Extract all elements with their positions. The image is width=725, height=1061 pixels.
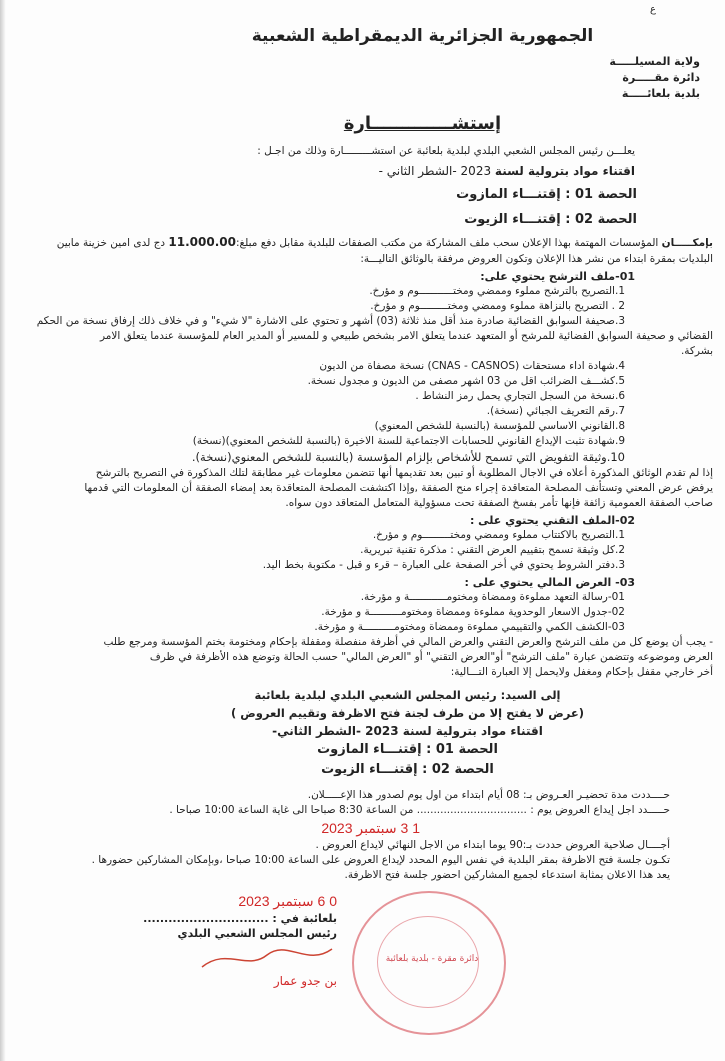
section1-item: 3.صحيفة السوابق القضائية صادرة منذ أقل منذ ثلاثة (03) أشهر و تحتوي على الاشارة "لا شيء" و في خلاف ذلك إرفاق نسخة من الحكم <box>36 315 625 327</box>
document-title: إستشـــــــــــــارة <box>343 113 502 134</box>
section1-item: 10.وثيقة التفويض التي تسمح للأشخاص بإلزام المؤسسة (بالنسبة للشخص المعنوي(نسخة). <box>191 450 625 464</box>
withdrawal-line-2: البلديات بمقرة ابتداء من نشر هذا الإعلان وتكون العروض مرفقة بالوثائق التاليـــة: <box>360 253 713 265</box>
signature-area <box>12 891 713 1041</box>
lot-1-label: الحصة 01 : <box>565 187 637 202</box>
section2-item: 1.التصريح بالاكتتاب مملوء وممضي ومختـــــــــوم و مؤرخ. <box>372 529 625 541</box>
section1-item: 1.التصريح بالترشح مملوء وممضي ومختـــــــــــوم و مؤرخ. <box>369 285 625 297</box>
lot-2-label: الحصة 02 : <box>565 212 637 227</box>
term-opening: تكـون جلسة فتح الاظرفة بمقر البلدية في نفس اليوم المحدد لإيداع العروض على الساعة 10:00 صباحا ،وبإمكان المشاركين حضورها . <box>91 854 670 866</box>
issue-date-stamp: 0 6 سبتمبر 2023 <box>238 893 337 909</box>
republic-title: الجمهورية الجزائرية الديمقراطية الشعبية <box>251 26 594 46</box>
signature-place: بلعائبة في : .............................. <box>143 912 337 925</box>
withdrawal-text: المؤسسات المهتمة بهذا الإعلان سحب ملف المشاركة من مكتب الصفقات للبلدية مقابل دفع مبلغ: <box>236 237 659 249</box>
intro-line: يعلـــن رئيس المجلس الشعبي البلدي لبلدية بلعائبة عن استشـــــــــارة وذلك من اجـل : <box>257 145 635 157</box>
subject-rest: -الشطر الثاني - <box>378 164 457 178</box>
section3-item: 01-رسالة التعهد مملوءة وممضاة ومختومــــــــــــة و مؤرخة. <box>360 591 625 603</box>
envelope-subject: اقتناء مواد بترولية لسنة 2023 -الشطر الثاني- <box>272 724 543 738</box>
withdrawal-amount: 11.000.00 <box>168 235 236 249</box>
subject-bold: اقتناء مواد بترولية لسنة <box>494 164 635 178</box>
section1-note: صاحب الصفقة العمومية زائفة فإنها تأمر بفسخ الصفقة تحت مسؤولية المتعامل المتعاقد دون سواه. <box>285 497 713 509</box>
section3-note: العرض وموضوعه وتتضمن عبارة "ملف الترشح" أو"العرض التقني" أو "العرض المالي" حسب الحالة وتوضع هذه الأظرفة في ظرف <box>149 651 713 663</box>
deposit-date-stamp: 1 3 سبتمبر 2023 <box>321 820 420 836</box>
section1-heading: 01-ملف الترشح يحتوي على: <box>480 270 635 283</box>
wilaya: ولاية المسيلـــــة <box>609 55 700 68</box>
section1-note: يرفض عرض المعني وتستأنف المصلحة المتعاقدة إجراء منح الصفقة ,وإذا اكتشفت المصلحة المتعاقدة بعد إمضاء الصفقة أن المعلومات التي قدمها <box>84 482 713 494</box>
section1-item: 4.شهادة اداء مستحقات (CNAS - CASNOS) نسخة مصفاة من الديون <box>319 360 625 372</box>
subject-line <box>12 161 713 181</box>
term-preparation: حــــددت مدة تحضيـر العـروض بـ: 08 أيام ابتداء من اول يوم لصدور هذا الإعـــــلان. <box>307 789 670 801</box>
withdrawal-line-1 <box>12 234 713 252</box>
envelope-block <box>12 686 713 780</box>
corner-mark: ع <box>650 4 656 15</box>
withdrawal-start: بإمكـــــان <box>661 237 713 249</box>
section1-item: 8.القانوني الاساسي للمؤسسة (بالنسبة للشخص المعنوي) <box>374 420 625 432</box>
section1-item: 2 . التصريح بالنزاهة مملوء وممضي ومختـــــــــوم و مؤرخ. <box>370 300 625 312</box>
section1-item: 7.رقم التعريف الجبائي (نسخة). <box>486 405 625 417</box>
seal-text: دائرة مقرة - بلدية بلعائبة <box>385 954 479 964</box>
signature-role: رئيس المجلس الشعبي البلدي <box>177 927 337 940</box>
lot-2-name: إقتنـــاء الزيوت <box>464 212 561 227</box>
terms-block <box>12 788 713 883</box>
term-deposit: حـــــدد اجل إيداع العروض يوم : ................................. من الساعة 8:30 صباحا الى غاية الساعة 10:00 صباحا . <box>169 804 670 816</box>
section1-item: بشركة. <box>680 345 713 357</box>
section1-item: القضائي و صحيفة السوابق القضائية للمرشح أو المتعهد عندما يتعلق الامر بشخص طبيعي و للمسير أو المدير العام للمؤسسة عندما يتعلق الامر <box>100 330 713 342</box>
section3-item: 03-الكشف الكمي والتقييمي مملوءة وممضاة ومختومــــــــــة و مؤرخة. <box>314 621 625 633</box>
signature-column <box>12 891 337 989</box>
lot-1 <box>12 184 713 206</box>
term-invitation: يعد هذا الاعلان بمثابة استدعاء لجميع المشاركين احضور جلسة فتح الاظرفة. <box>344 869 670 881</box>
envelope-note: (عرض لا يفتح إلا من طرف لجنة فتح الاظرفة وتقييم العروض ) <box>231 706 584 720</box>
section1-item: 5.كشـــف الضرائب اقل من 03 اشهر مصفى من الديون و مجدول نسخة. <box>307 375 625 387</box>
section3-item: 02-جدول الاسعار الوحدوية مملوءة وممضاة ومختومــــــــــة و مؤرخة. <box>321 606 625 618</box>
scan-edge <box>0 0 6 1061</box>
section1-note: إذا لم تقدم الوثائق المذكورة أعلاه في الاجال المطلوبة أو تبين بعد تقديمها أنها تتضمن معلومات غير مطابقة لتلك المذكورة في التصريح بالترشح <box>95 467 713 479</box>
section2-heading: 02-الملف التقني يحتوي على : <box>469 514 635 527</box>
section3-note: - يجب أن يوضع كل من ملف الترشح والعرض التقني والعرض المالي في أظرفة منفصلة ومقفلة بإحكام ومختومة بختم المؤسسة ومرجع طلب <box>103 636 713 648</box>
official-seal-area <box>347 891 517 1036</box>
section3-heading: 03- العرض المالي يحتوي على : <box>464 576 635 589</box>
section2-item: 2.كل وثيقة تسمح بتقييم العرض التقني : مذكرة تقنية تبريرية. <box>360 544 625 556</box>
section2-item: 3.دفتر الشروط يحتوي في أخر الصفحة على العبارة – قرء و قبل - مكتوبة بخط اليد. <box>262 559 625 571</box>
envelope-address: إلى السيد: رئيس المجلس الشعبي البلدي لبلدية بلعائبة <box>254 688 561 702</box>
section1-item: 9.شهادة تثبت الإيداع القانوني للحسابات الاجتماعية للسنة الاخيرة (بالنسبة للشخص المعنوي)(نسخة) <box>192 435 625 447</box>
withdrawal-end: دج لدى امين خزينة مابين <box>56 237 166 249</box>
lot-2 <box>12 209 713 231</box>
lot-1-name: إقتنـــاء المازوت <box>456 187 561 202</box>
envelope-lot-1: الحصة 01 : إقتنـــاء المازوت <box>317 742 498 757</box>
section3-note: أخر خارجي مقفل بإحكام ومغفل ولايحمل إلا العبارة التـــالية: <box>450 666 713 678</box>
signature-name: بن جدو عمار <box>273 974 337 988</box>
commune: بلدية بلعائـــــة <box>621 87 700 100</box>
subject-year: 2023 <box>460 164 492 178</box>
term-validity: أجــــال صلاحية العروض حددت بـ:90 يوما ابتداء من الاجل النهائي لايداع العروض . <box>315 839 670 851</box>
section1-item: 6.نسخة من السجل التجاري يحمل رمز النشاط . <box>415 390 625 402</box>
daira: دائرة مقـــــرة <box>622 71 700 84</box>
handwritten-signature <box>197 943 337 973</box>
envelope-lot-2: الحصة 02 : إقتنـــاء الزيوت <box>321 762 494 777</box>
